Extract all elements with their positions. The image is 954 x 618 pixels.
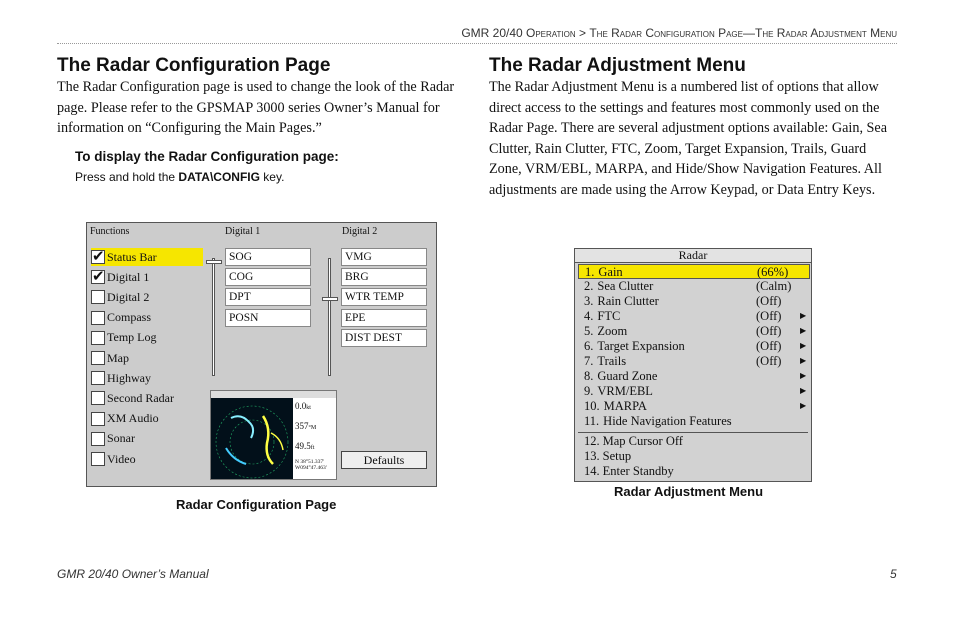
- preview-heading: 357: [295, 421, 309, 431]
- header-separator: >: [575, 26, 590, 40]
- function-option-label: Status Bar: [107, 249, 157, 264]
- menu-item-label: VRM/EBL: [597, 384, 653, 398]
- digital1-field[interactable]: POSN: [225, 309, 311, 327]
- menu-item-value: (Off): [756, 309, 782, 323]
- radar-menu-item[interactable]: [578, 309, 810, 324]
- function-option[interactable]: [91, 349, 203, 367]
- menu-item-label: Sea Clutter: [597, 279, 654, 293]
- radar-menu-item[interactable]: [578, 384, 810, 399]
- menu-item-number: 11.: [584, 414, 600, 428]
- function-option-label: Digital 2: [107, 289, 150, 304]
- menu-item-value: (Off): [756, 354, 782, 368]
- digital2-column-header: Digital 2: [342, 226, 378, 237]
- menu-item-number: 5.: [584, 324, 594, 338]
- function-option[interactable]: [91, 268, 203, 286]
- preview-status-bar: [211, 391, 336, 398]
- header-rule: [57, 43, 897, 44]
- function-option-label: Map: [107, 350, 129, 365]
- checkbox-checked-icon[interactable]: ✔: [92, 269, 105, 286]
- submenu-arrow-icon: ▶: [800, 371, 807, 380]
- function-option[interactable]: [91, 288, 203, 306]
- radar-menu-item[interactable]: [578, 264, 810, 279]
- digital1-field[interactable]: SOG: [225, 248, 311, 266]
- menu-item-value: (Off): [756, 294, 782, 308]
- function-option-label: Highway: [107, 370, 151, 385]
- function-option-label: Compass: [107, 310, 152, 325]
- header-product: GMR 20/40: [461, 26, 523, 40]
- checkbox-icon[interactable]: [91, 351, 105, 365]
- footer-page-number: 5: [890, 567, 897, 581]
- radar-menu-item[interactable]: [578, 414, 810, 429]
- footer-manual-title: GMR 20/40 Owner’s Manual: [57, 567, 209, 581]
- checkbox-icon[interactable]: [91, 331, 105, 345]
- digital1-field[interactable]: COG: [225, 268, 311, 286]
- radar-menu-figure-caption: Radar Adjustment Menu: [614, 484, 764, 499]
- header-page-path: The Radar Configuration Page—The Radar Adjustment Menu: [589, 26, 897, 40]
- function-option-label: Video: [107, 451, 136, 466]
- preview-data-panel: [293, 398, 337, 480]
- function-option[interactable]: [91, 430, 203, 448]
- digital2-field[interactable]: BRG: [341, 268, 427, 286]
- radar-menu-title: Radar: [575, 249, 811, 263]
- radar-preview-thumbnail: [210, 390, 337, 480]
- submenu-arrow-icon: ▶: [800, 386, 807, 395]
- menu-item-number: 3.: [584, 294, 594, 308]
- header-section: Operation: [526, 26, 576, 40]
- submenu-arrow-icon: ▶: [800, 311, 807, 320]
- digital1-slider-knob[interactable]: [206, 260, 222, 264]
- left-heading: The Radar Configuration Page: [57, 55, 331, 76]
- function-option-label: Second Radar: [107, 390, 174, 405]
- menu-item-label: Guard Zone: [597, 369, 658, 383]
- preview-position-lon: W094°47.463': [295, 465, 327, 471]
- menu-item-value: (Off): [756, 324, 782, 338]
- preview-position-lat: N 38°51.337': [295, 459, 325, 465]
- config-figure-caption: Radar Configuration Page: [176, 497, 337, 512]
- checkbox-icon[interactable]: [91, 391, 105, 405]
- key-name: DATA\CONFIG: [178, 170, 260, 184]
- function-option[interactable]: [91, 309, 203, 327]
- checkbox-icon[interactable]: [91, 412, 105, 426]
- menu-item-value: (Off): [756, 339, 782, 353]
- preview-speed: 0.0: [295, 401, 307, 411]
- submenu-arrow-icon: ▶: [800, 326, 807, 335]
- menu-item-number: 10.: [584, 399, 600, 413]
- menu-item-label: MARPA: [603, 399, 647, 413]
- menu-item-label: Setup: [602, 449, 632, 463]
- radar-configuration-screenshot: [86, 222, 437, 487]
- submenu-arrow-icon: ▶: [800, 401, 807, 410]
- procedure-step-suffix: key.: [259, 170, 285, 184]
- preview-heading-unit: °M: [308, 425, 317, 431]
- radar-menu-item[interactable]: [578, 294, 810, 309]
- submenu-arrow-icon: ▶: [800, 341, 807, 350]
- digital1-slider[interactable]: [212, 258, 215, 376]
- preview-speed-unit: kt: [306, 405, 311, 411]
- digital1-column-header: Digital 1: [225, 226, 261, 237]
- menu-item-number: 12.: [584, 434, 600, 448]
- menu-item-number: 6.: [584, 339, 594, 353]
- menu-item-label: FTC: [597, 309, 621, 323]
- digital2-field[interactable]: EPE: [341, 309, 427, 327]
- function-option-label: Sonar: [107, 431, 135, 446]
- function-option[interactable]: [91, 389, 203, 407]
- menu-item-number: 8.: [584, 369, 594, 383]
- preview-depth-unit: ft: [310, 445, 315, 451]
- functions-column-header: Functions: [90, 226, 130, 237]
- checkbox-icon[interactable]: [91, 290, 105, 304]
- function-option-label: XM Audio: [107, 411, 159, 426]
- function-option[interactable]: [91, 369, 203, 387]
- menu-item-value: (66%): [757, 265, 789, 279]
- menu-item-label: Zoom: [597, 324, 628, 338]
- left-paragraph: The Radar Configuration page is used to change the look of the Radar page. Please refer to the GPSMAP 3000 series Owner’s Manual for information on “Configuring the Main Pages.”: [57, 79, 455, 136]
- radar-menu-item[interactable]: [578, 464, 810, 479]
- procedure-title: To display the Radar Configuration page:: [75, 149, 339, 164]
- menu-item-number: 9.: [584, 384, 594, 398]
- radar-menu-item[interactable]: [578, 324, 810, 339]
- radar-menu-item[interactable]: [578, 399, 810, 414]
- menu-item-number: 1.: [585, 265, 595, 279]
- procedure-step: [75, 170, 284, 184]
- digital2-field[interactable]: DIST DEST: [341, 329, 427, 347]
- menu-item-number: 7.: [584, 354, 594, 368]
- right-paragraph: The Radar Adjustment Menu is a numbered list of options that allow direct access to the settings and features most commonly used on the Radar Page. There are several adjustment options available: Gain, Sea Clutter, Rain Clutter, FTC, Zoom, Target Expansion, Trails, Guard Zone, VRM/EBL, MARPA, and Hide/Show Navigation Features. All adjustments are made using the Arrow Keypad, or Data Entry Keys.: [489, 79, 888, 198]
- menu-item-label: Gain: [598, 265, 623, 279]
- radar-menu-separator: [578, 432, 808, 433]
- radar-adjustment-menu-screenshot: [574, 248, 812, 482]
- radar-menu-item[interactable]: [578, 369, 810, 384]
- radar-menu-item[interactable]: [578, 449, 810, 464]
- menu-item-number: 2.: [584, 279, 594, 293]
- checkbox-icon[interactable]: [91, 432, 105, 446]
- digital2-slider[interactable]: [328, 258, 331, 376]
- function-option[interactable]: [91, 329, 203, 347]
- menu-item-number: 4.: [584, 309, 594, 323]
- checkbox-checked-icon[interactable]: ✔: [92, 249, 105, 265]
- radar-sweep-image: [211, 398, 293, 480]
- digital2-field[interactable]: VMG: [341, 248, 427, 266]
- menu-item-label: Rain Clutter: [597, 294, 659, 308]
- procedure-step-prefix: Press and hold the: [75, 170, 179, 184]
- menu-item-label: Target Expansion: [597, 339, 685, 353]
- preview-depth: 49.5: [295, 441, 311, 451]
- radar-menu-item[interactable]: [578, 339, 810, 354]
- menu-item-label: Map Cursor Off: [602, 434, 683, 448]
- checkbox-icon[interactable]: [91, 371, 105, 385]
- digital1-field[interactable]: DPT: [225, 288, 311, 306]
- function-option[interactable]: [91, 450, 203, 468]
- menu-item-number: 13.: [584, 449, 600, 463]
- function-option[interactable]: [91, 248, 203, 266]
- checkbox-icon[interactable]: [91, 452, 105, 466]
- function-option-label: Temp Log: [107, 330, 157, 345]
- menu-item-label: Trails: [597, 354, 627, 368]
- defaults-button[interactable]: Defaults: [341, 451, 427, 469]
- menu-item-value: (Calm): [756, 279, 792, 293]
- menu-item-label: Hide Navigation Features: [603, 414, 732, 428]
- radar-menu-item[interactable]: [578, 279, 810, 294]
- submenu-arrow-icon: ▶: [800, 356, 807, 365]
- menu-item-label: Enter Standby: [602, 464, 674, 478]
- digital2-field[interactable]: WTR TEMP: [341, 288, 427, 306]
- digital2-slider-knob[interactable]: [322, 297, 338, 301]
- right-heading: The Radar Adjustment Menu: [489, 55, 746, 76]
- radar-menu-item[interactable]: [578, 434, 810, 449]
- running-header: [0, 26, 897, 40]
- function-option-label: Digital 1: [107, 269, 150, 284]
- radar-menu-item[interactable]: [578, 354, 810, 369]
- menu-item-number: 14.: [584, 464, 600, 478]
- checkbox-icon[interactable]: [91, 311, 105, 325]
- function-option[interactable]: [91, 410, 203, 428]
